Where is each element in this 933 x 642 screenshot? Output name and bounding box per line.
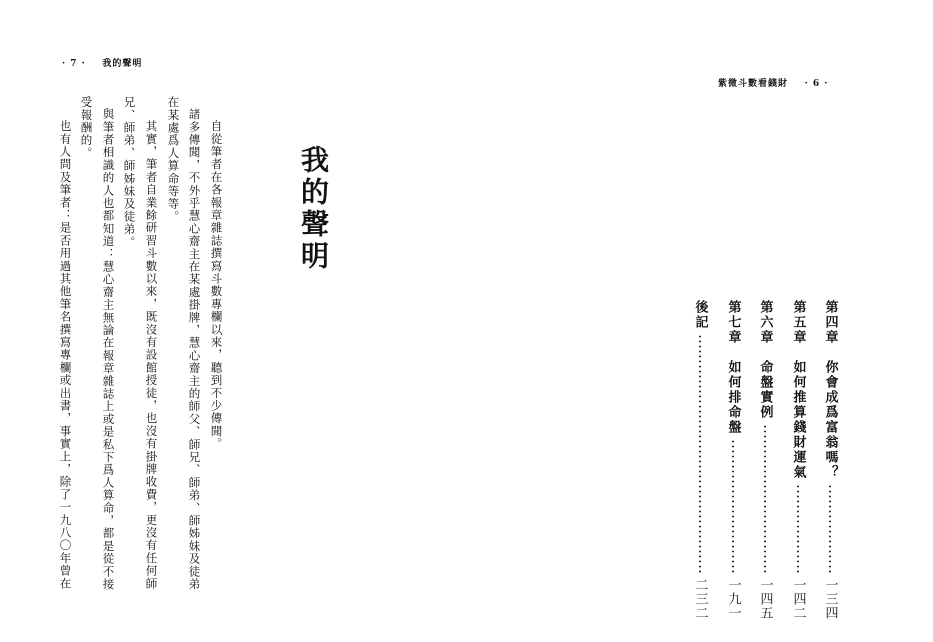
toc-entry-label: 第六章 命盤實例 (757, 300, 773, 420)
left-page-header (62, 56, 142, 69)
left-header-title: 我的聲明 (102, 59, 143, 69)
body-column-6: 與筆者相識的人也都知道：慧心齋主無論在報章雜誌上或是私下爲人算命，都是從不接 (101, 108, 116, 591)
toc-entry (757, 300, 773, 620)
right-page-header (718, 76, 828, 89)
toc-entry-page: 二三二 (692, 578, 708, 620)
toc-entry-page: 一四五 (757, 578, 773, 620)
toc-leader-dots (797, 484, 799, 574)
toc-leader-dots (732, 439, 734, 574)
toc-entry-page: 一九一 (725, 578, 741, 620)
right-header-title: 紫微斗數看錢財 (718, 79, 789, 89)
body-column-5: 兄、師弟、師姊妹及徒弟。 (122, 96, 137, 249)
toc-leader-dots (829, 484, 831, 574)
toc-entry (692, 300, 708, 620)
body-column-2: 諸多傳聞，不外乎慧心齋主在某處掛牌，慧心齋主的師父、師兄、師弟、師姊妹及徒弟 (187, 108, 202, 591)
body-column-1: 自從筆者在各報章雜誌撰寫斗數專欄以來，聽到不少傳聞。 (209, 120, 224, 451)
toc-leader-dots (699, 334, 701, 574)
body-column-8: 也有人問及筆者：是否用過其他筆名撰寫專欄或出書，事實上，除了一九八〇年曾在 (58, 120, 73, 590)
toc-leader-dots (764, 424, 766, 574)
toc-entry-label: 後記 (692, 300, 708, 330)
right-page (470, 0, 933, 642)
body-column-4: 其實，筆者自業餘研習斗數以來，既沒有設館授徒，也沒有掛牌收費，更沒有任何師 (144, 120, 159, 590)
body-column-7: 受報酬的。 (79, 96, 94, 160)
toc-entry-label: 第五章 如何推算錢財運氣 (790, 300, 806, 480)
toc-entry-page: 一四二 (790, 578, 806, 620)
toc-entry-label: 第七章 如何排命盤 (725, 300, 741, 435)
left-page-number: · 7 · (62, 59, 86, 69)
toc-entry (822, 300, 838, 620)
toc-entry (790, 300, 806, 620)
page-title: 我的聲明 (297, 145, 330, 273)
right-page-number: · 6 · (804, 79, 829, 89)
toc-entry-label: 第四章 你會成爲富翁嗎？ (822, 300, 838, 480)
toc-entry-page: 一三四 (822, 578, 838, 620)
body-column-3: 在某處爲人算命等等。 (166, 96, 181, 223)
toc-entry (725, 300, 741, 620)
